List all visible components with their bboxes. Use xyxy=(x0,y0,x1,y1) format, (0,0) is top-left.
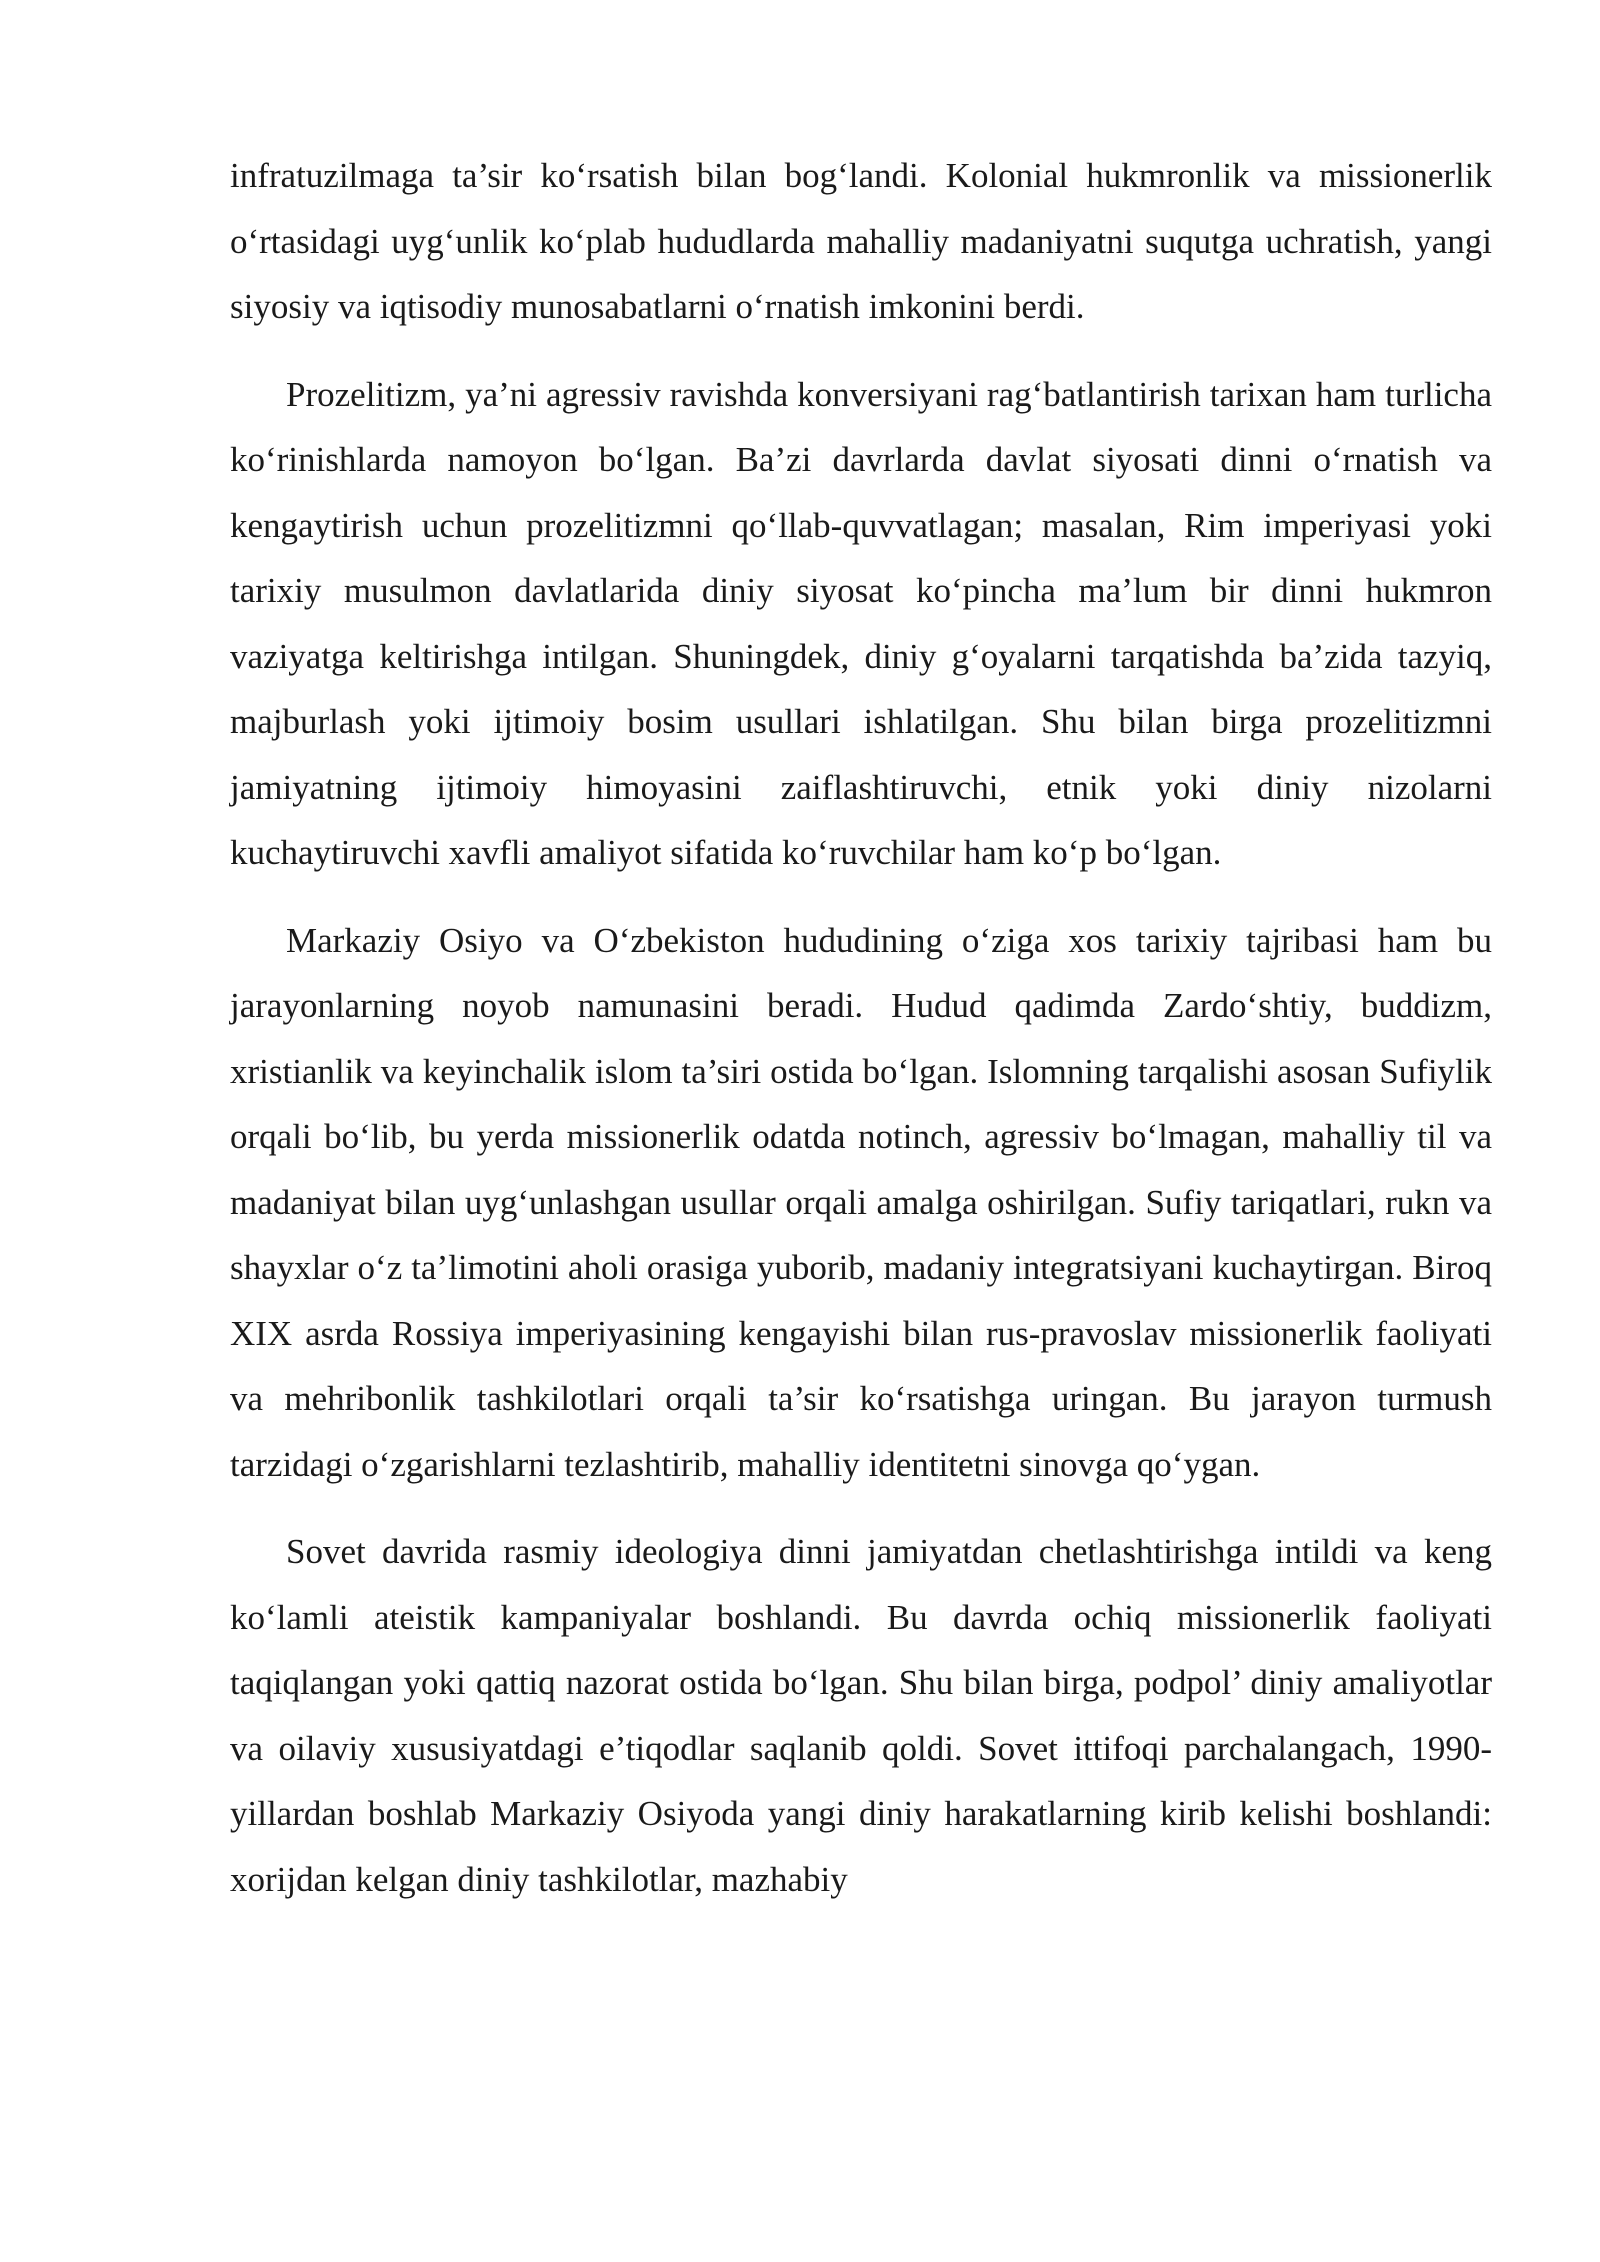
paragraph-continuation: infratuzilmaga ta’sir ko‘rsatish bilan bog‘landi. Kolonial hukmronlik va missionerlik o‘rtasidagi uyg‘unlik ko‘plab hududlarda mahalliy madaniyatni suqutga uchratish, yangi siyosiy va iqtisodiy munosabatlarni o‘rnatish imkonini berdi. xyxy=(230,156,1492,326)
paragraph-prozelitizm: Prozelitizm, ya’ni agressiv ravishda konversiyani rag‘batlantirish tarixan ham turlicha ko‘rinishlarda namoyon bo‘lgan. Ba’zi davrlarda davlat siyosati dinni o‘rnatish va kengaytirish uchun prozelitizmni qo‘llab-quvvatlagan; masalan, Rim imperiyasi yoki tarixiy musulmon davlatlarida diniy siyosat ko‘pincha ma’lum bir dinni hukmron vaziyatga keltirishga intilgan. Shuningdek, diniy g‘oyalarni tarqatishda ba’zida tazyiq, majburlash yoki ijtimoiy bosim usullari ishlatilgan. Shu bilan birga prozelitizmni jamiyatning ijtimoiy himoyasini zaiflashtiruvchi, etnik yoki diniy nizolarni kuchaytiruvchi xavfli amaliyot sifatida ko‘ruvchilar ham ko‘p bo‘lgan. xyxy=(230,374,1492,872)
paragraph-sovet-davrida: Sovet davrida rasmiy ideologiya dinni jamiyatdan chetlashtirishga intildi va keng ko‘lamli ateistik kampaniyalar boshlandi. Bu davrda ochiq missionerlik faoliyati taqiqlangan yoki qattiq nazorat ostida bo‘lgan. Shu bilan birga, podpol’ diniy amaliyotlar va oilaviy xususiyatdagi e’tiqodlar saqlanib qoldi. Sovet ittifoqi parchalangach, 1990-yillardan boshlab Markaziy Osiyoda yangi diniy harakatlarning kirib kelishi boshlandi: xorijdan kelgan diniy tashkilotlar, mazhabiy xyxy=(230,1532,1492,1899)
document-body xyxy=(230,143,1492,1934)
paragraph-markaziy-osiyo: Markaziy Osiyo va O‘zbekiston hududining o‘ziga xos tarixiy tajribasi ham bu jarayonlarning noyob namunasini beradi. Hudud qadimda Zardo‘shtiy, buddizm, xristianlik va keyinchalik islom ta’siri ostida bo‘lgan. Islomning tarqalishi asosan Sufiylik orqali bo‘lib, bu yerda missionerlik odatda notinch, agressiv bo‘lmagan, mahalliy til va madaniyat bilan uyg‘unlashgan usullar orqali amalga oshirilgan. Sufiy tariqatlari, rukn va shayxlar o‘z ta’limotini aholi orasiga yuborib, madaniy integratsiyani kuchaytirgan. Biroq XIX asrda Rossiya imperiyasining kengayishi bilan rus-pravoslav missionerlik faoliyati va mehribonlik tashkilotlari orqali ta’sir ko‘rsatishga uringan. Bu jarayon turmush tarzidagi o‘zgarishlarni tezlashtirib, mahalliy identitetni sinovga qo‘ygan. xyxy=(230,920,1492,1484)
